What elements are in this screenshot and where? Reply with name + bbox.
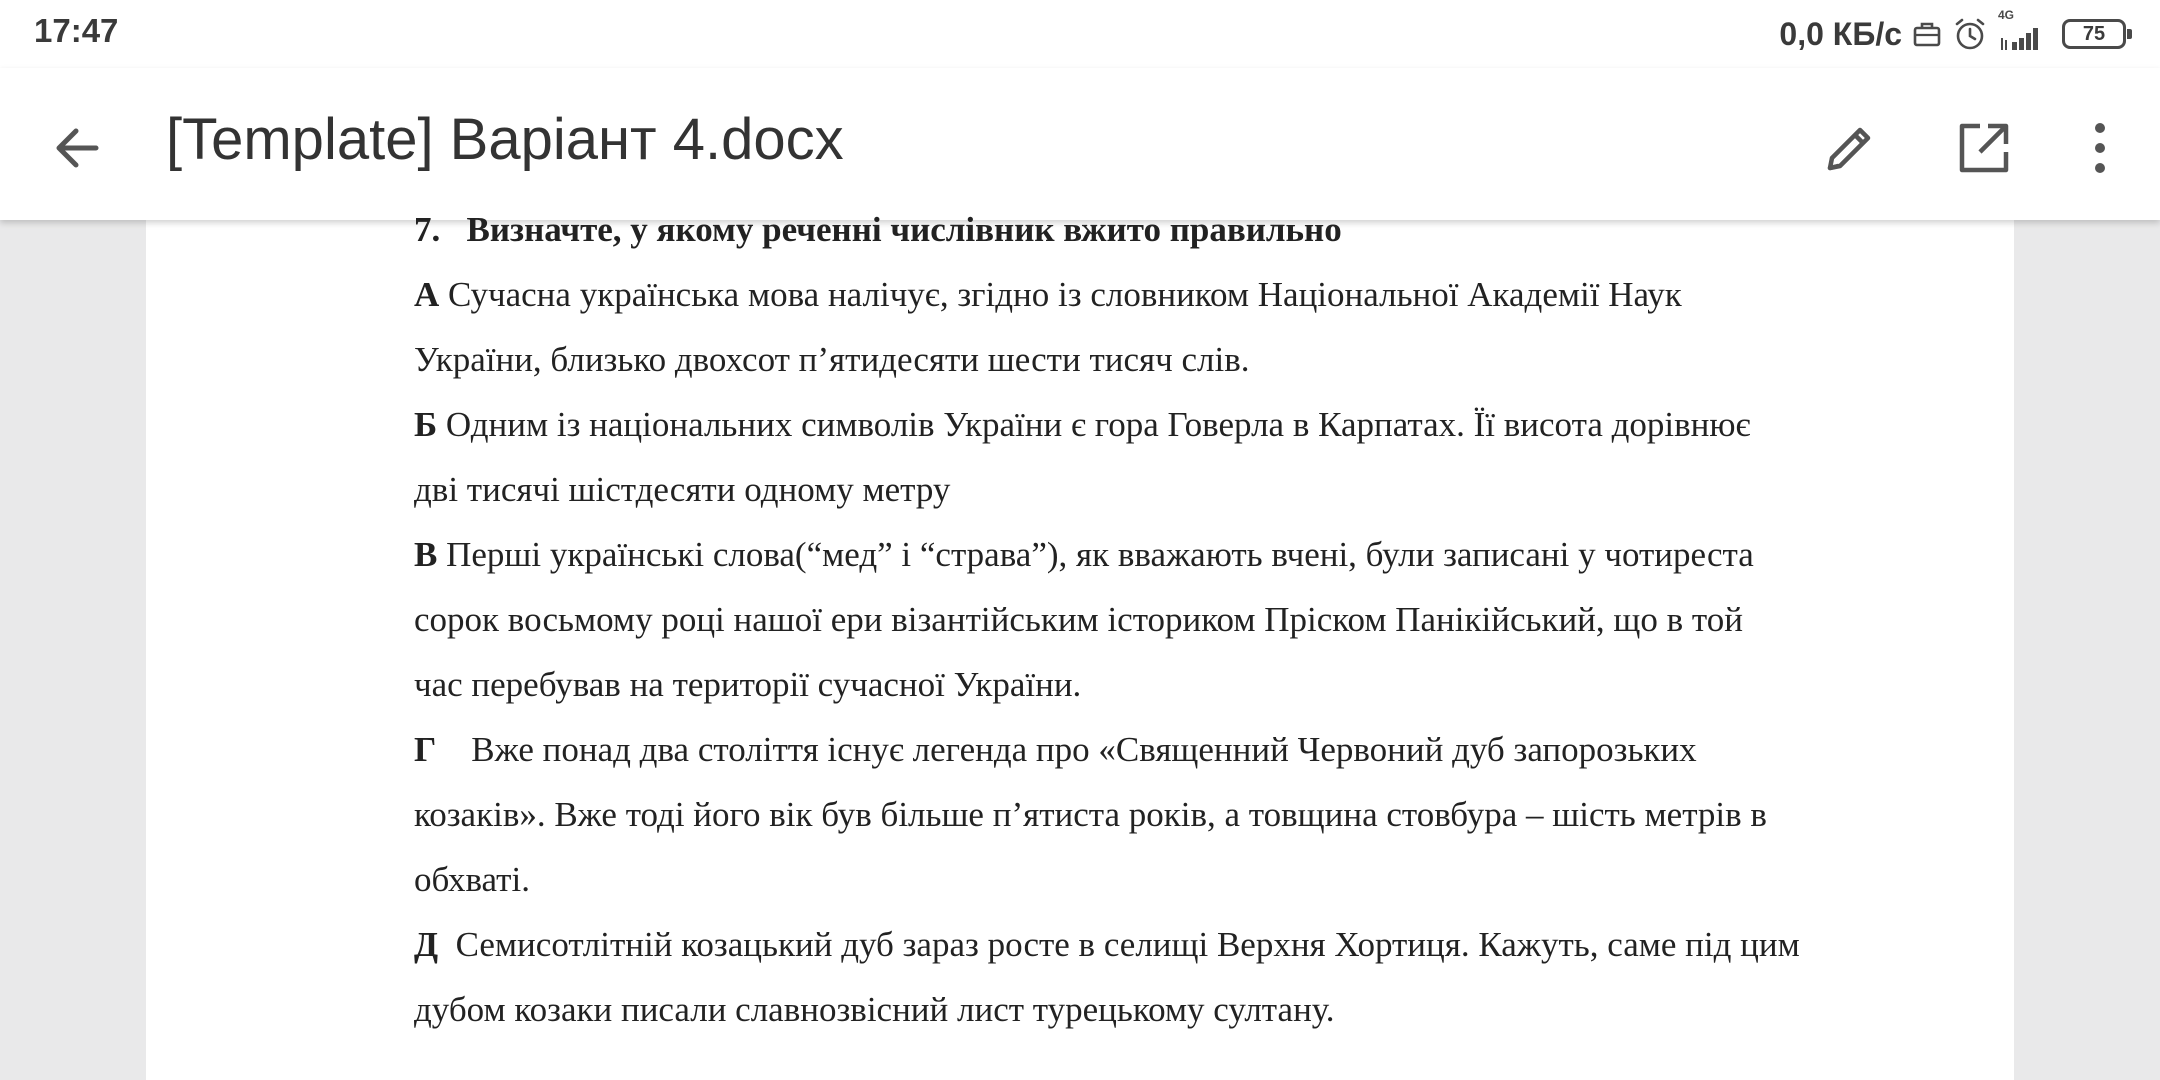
option-c-line-2: сорок восьмому році нашої ери візантійським істориком Пріском Панікійський, що в той	[414, 600, 1743, 639]
question-number: 7.	[414, 210, 441, 249]
option-b-line-2: дві тисячі шістдесяти одному метру	[414, 470, 951, 509]
option-a-text: Сучасна українська мова налічує, згідно із словником Національної Академії Наук	[439, 275, 1682, 314]
option-d-line-1	[414, 730, 1697, 770]
status-icons	[1779, 8, 2126, 56]
net-speed: 0,0 КБ/с	[1779, 15, 1902, 52]
question-heading	[414, 210, 1342, 250]
option-b-letter: Б	[414, 405, 438, 444]
battery-level: 75	[2082, 22, 2106, 45]
arrow-back-icon	[50, 122, 102, 174]
option-d-text: Вже понад два століття існує легенда про «Священний Червоний дуб запорозьких	[436, 730, 1697, 769]
option-b-text: Одним із національних символів України є гора Говерла в Карпатах. Її висота дорівнює	[437, 405, 1751, 444]
option-a-line-2: України, близько двохсот п’ятидесяти шести тисяч слів.	[414, 340, 1250, 379]
option-b-line-1	[414, 405, 1751, 445]
battery-icon	[2062, 19, 2126, 49]
option-c-line-3: час перебував на території сучасної України.	[414, 665, 1082, 704]
option-d-line-3: обхваті.	[414, 860, 530, 899]
option-e-line-2: дубом козаки писали славнозвісний лист турецькому султану.	[414, 990, 1335, 1029]
edit-button[interactable]	[1810, 108, 1890, 188]
status-time: 17:47	[34, 12, 119, 49]
open-external-button[interactable]	[1944, 108, 2024, 188]
option-d-letter: Г	[414, 730, 437, 769]
option-e-letter: Д	[414, 925, 439, 964]
network-type: 4G	[1998, 8, 2015, 22]
briefcase-icon	[1912, 19, 1942, 49]
alarm-icon	[1952, 16, 1988, 52]
option-e-line-1	[414, 925, 1800, 965]
option-c-letter: В	[414, 535, 438, 574]
more-options-button[interactable]	[2060, 108, 2140, 188]
app-bar	[0, 68, 2160, 220]
option-c-text: Перші українські слова(“мед” і “страва”), як вважають вчені, були записані у чотиреста	[437, 535, 1754, 574]
signal-icon	[1998, 8, 2046, 54]
more-vert-icon	[2090, 120, 2110, 176]
option-a-letter: А	[414, 275, 440, 314]
pencil-icon	[1822, 120, 1878, 176]
option-c-line-1	[414, 535, 1754, 575]
question-text: Визначте, у якому реченні числівник вжито правильно	[466, 210, 1342, 249]
option-e-text: Семисотлітній козацький дуб зараз росте в селищі Верхня Хортиця. Кажуть, саме під цим	[438, 925, 1800, 964]
document-title: [Template] Варіант 4.docx	[166, 107, 844, 172]
status-bar	[0, 0, 2160, 68]
back-button[interactable]	[36, 108, 116, 188]
open-in-new-icon	[1956, 120, 2012, 176]
option-a-line-1	[414, 275, 1682, 315]
option-d-line-2: козаків». Вже тоді його вік був більше п’ятиста років, а товщина стовбура – шість метрів в	[414, 795, 1767, 834]
